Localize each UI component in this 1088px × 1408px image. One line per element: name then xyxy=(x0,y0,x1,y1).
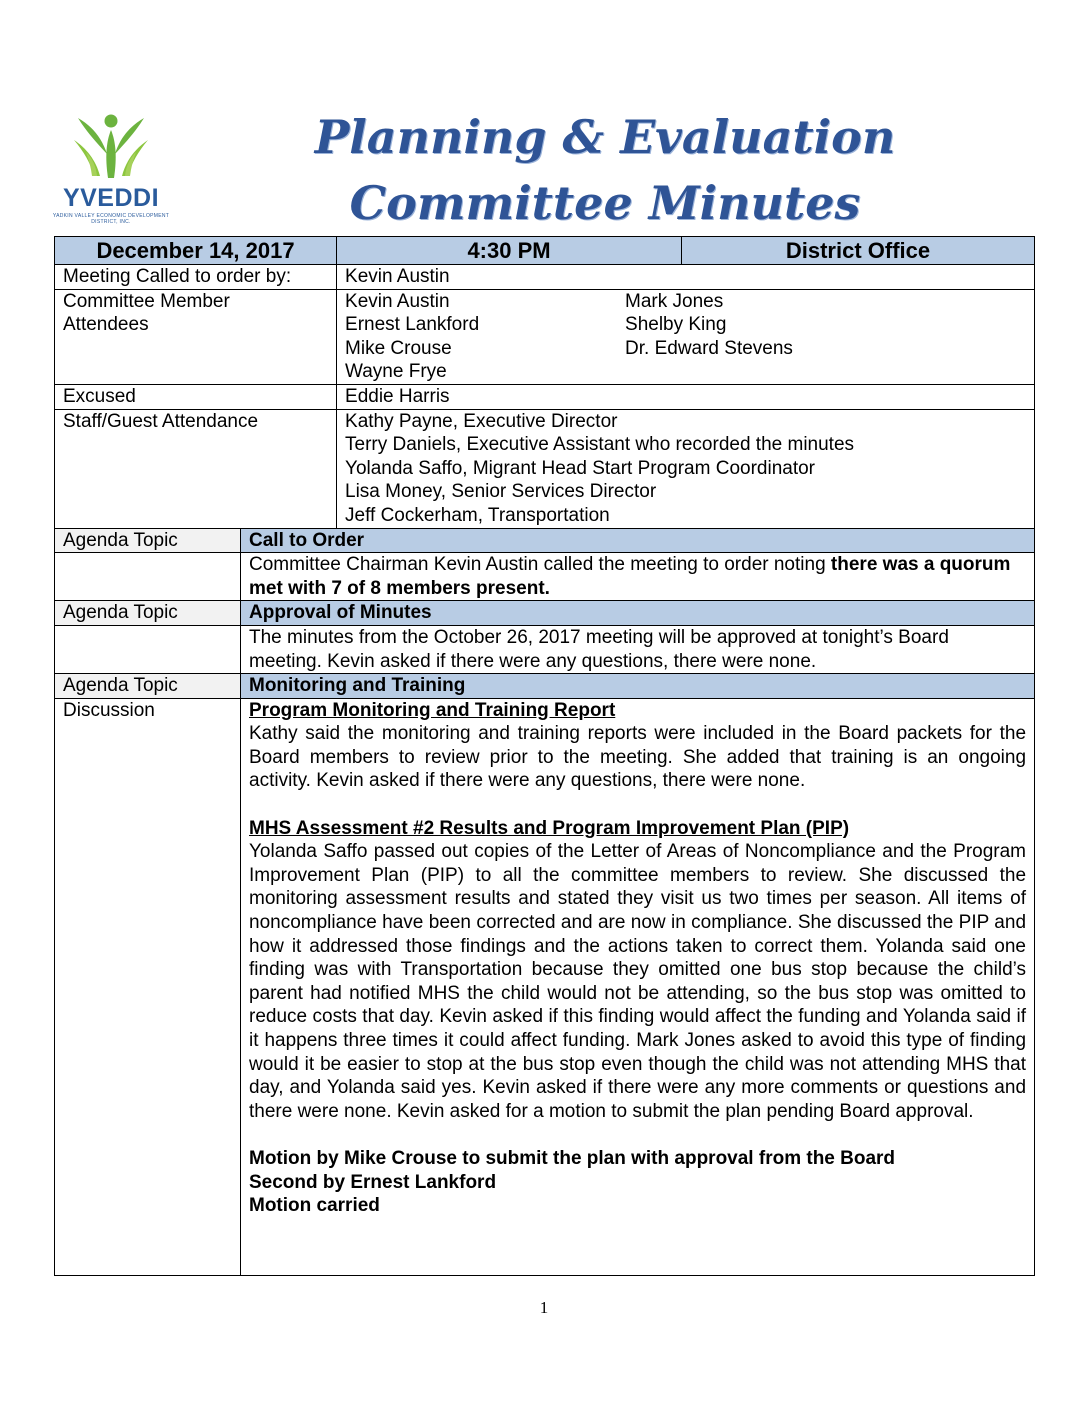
called-to-order-row xyxy=(55,265,1035,290)
document-title-line-2: Committee Minutes xyxy=(349,176,861,230)
staff-member: Jeff Cockerham, Transportation xyxy=(345,504,610,526)
attendee: Shelby King xyxy=(625,314,727,336)
attendee: Kevin Austin xyxy=(345,290,450,312)
staff-list xyxy=(337,409,1035,528)
staff-member: Lisa Money, Senior Services Director xyxy=(345,481,657,503)
agenda-topic-row xyxy=(55,528,1035,553)
attendees-list xyxy=(337,289,1035,384)
discussion-row xyxy=(55,698,1035,1275)
meeting-header-row xyxy=(55,237,1035,265)
logo-subtitle: YADKIN VALLEY ECONOMIC DEVELOPMENT DISTRICT, INC. xyxy=(52,213,170,225)
yveddi-logo xyxy=(50,112,172,224)
attendees-column-2 xyxy=(625,290,793,384)
excused-row xyxy=(55,384,1035,409)
meeting-location: District Office xyxy=(682,237,1035,265)
agenda-body-label xyxy=(55,553,241,601)
discussion-label: Discussion xyxy=(55,698,241,1275)
section-text: Kathy said the monitoring and training reports were included in the Board packets for the Board members to review prior to the meeting. She added that training is an ongoing activity. Kevin asked if there were any questions, there were none. xyxy=(249,723,1027,792)
excused-label: Excused xyxy=(55,384,337,409)
yveddi-figure-icon xyxy=(70,112,152,180)
document-title-line-1: Planning & Evaluation xyxy=(314,110,896,164)
agenda-topic-name: Call to Order xyxy=(241,528,1035,553)
agenda-body-text: Committee Chairman Kevin Austin called the meeting to order noting xyxy=(249,554,831,576)
staff-member: Terry Daniels, Executive Assistant who recorded the minutes xyxy=(345,434,855,456)
agenda-topic-label: Agenda Topic xyxy=(55,674,241,699)
agenda-body-row xyxy=(55,553,1035,601)
called-by-value: Kevin Austin xyxy=(337,265,1035,290)
attendee: Ernest Lankford xyxy=(345,314,480,336)
logo-name: YVEDDI xyxy=(62,184,160,212)
agenda-topic-row xyxy=(55,674,1035,699)
attendees-label-line-1: Committee Member xyxy=(63,290,230,312)
motion-line: Second by Ernest Lankford xyxy=(249,1171,497,1193)
agenda-topic-row xyxy=(55,601,1035,626)
excused-value: Eddie Harris xyxy=(337,384,1035,409)
attendee: Dr. Edward Stevens xyxy=(625,337,793,359)
motion-line: Motion by Mike Crouse to submit the plan with approval from the Board xyxy=(249,1147,896,1169)
attendees-row xyxy=(55,289,1035,384)
attendee: Mike Crouse xyxy=(345,337,452,359)
staff-member: Yolanda Saffo, Migrant Head Start Program Coordinator xyxy=(345,457,816,479)
attendees-column-1 xyxy=(345,290,625,384)
agenda-topic-name: Approval of Minutes xyxy=(241,601,1035,626)
discussion-body xyxy=(241,698,1035,1275)
agenda-topic-name: Monitoring and Training xyxy=(241,674,1035,699)
agenda-body xyxy=(241,553,1035,601)
agenda-body-label xyxy=(55,625,241,673)
agenda-body: The minutes from the October 26, 2017 meeting will be approved at tonight’s Board meeting. Kevin asked if there were any questions, there were none. xyxy=(241,625,1035,673)
agenda-body-row xyxy=(55,625,1035,673)
staff-label: Staff/Guest Attendance xyxy=(55,409,337,528)
attendees-label-line-2: Attendees xyxy=(63,314,149,336)
agenda-topic-label: Agenda Topic xyxy=(55,601,241,626)
section-heading: Program Monitoring and Training Report xyxy=(249,699,616,721)
staff-row xyxy=(55,409,1035,528)
section-text: Yolanda Saffo passed out copies of the Letter of Areas of Noncompliance and the Program Improvement Plan (PIP) to all the committee members to review. She discussed the monitoring assessment results and stated they visit us two times per season. All items of noncompliance have been corrected and are now in compliance. She discussed the PIP and how it addressed those findings and the actions taken to correct them. Yolanda said one finding was with Transportation because they omitted one bus stop because the child’s parent had notified MHS the child would not be attending, so the bus stop was omitted to reduce costs that day. Kevin asked if this finding would affect the funding and Yolanda said if it happens three times it could affect funding. Mark Jones asked to avoid this type of finding would it be easier to stop at the bus stop even though the child was not attending MHS that day, and Yolanda said yes. Kevin asked if there were any more comments or questions and there were none. Kevin asked for a motion to submit the plan pending Board approval. xyxy=(249,841,1027,1122)
called-by-label: Meeting Called to order by: xyxy=(55,265,337,290)
attendee: Wayne Frye xyxy=(345,361,447,383)
agenda-topic-label: Agenda Topic xyxy=(55,528,241,553)
minutes-table xyxy=(54,236,1035,1276)
section-heading: MHS Assessment #2 Results and Program Improvement Plan (PIP) xyxy=(249,817,850,839)
attendee: Mark Jones xyxy=(625,290,724,312)
page-number: 1 xyxy=(539,1298,549,1317)
meeting-date: December 14, 2017 xyxy=(55,237,337,265)
staff-member: Kathy Payne, Executive Director xyxy=(345,410,618,432)
agenda-body-bold-text: there was a quorum met with 7 of 8 members present. xyxy=(249,554,1011,599)
motion-line: Motion carried xyxy=(249,1195,380,1217)
attendees-label xyxy=(55,289,337,384)
meeting-time: 4:30 PM xyxy=(337,237,682,265)
